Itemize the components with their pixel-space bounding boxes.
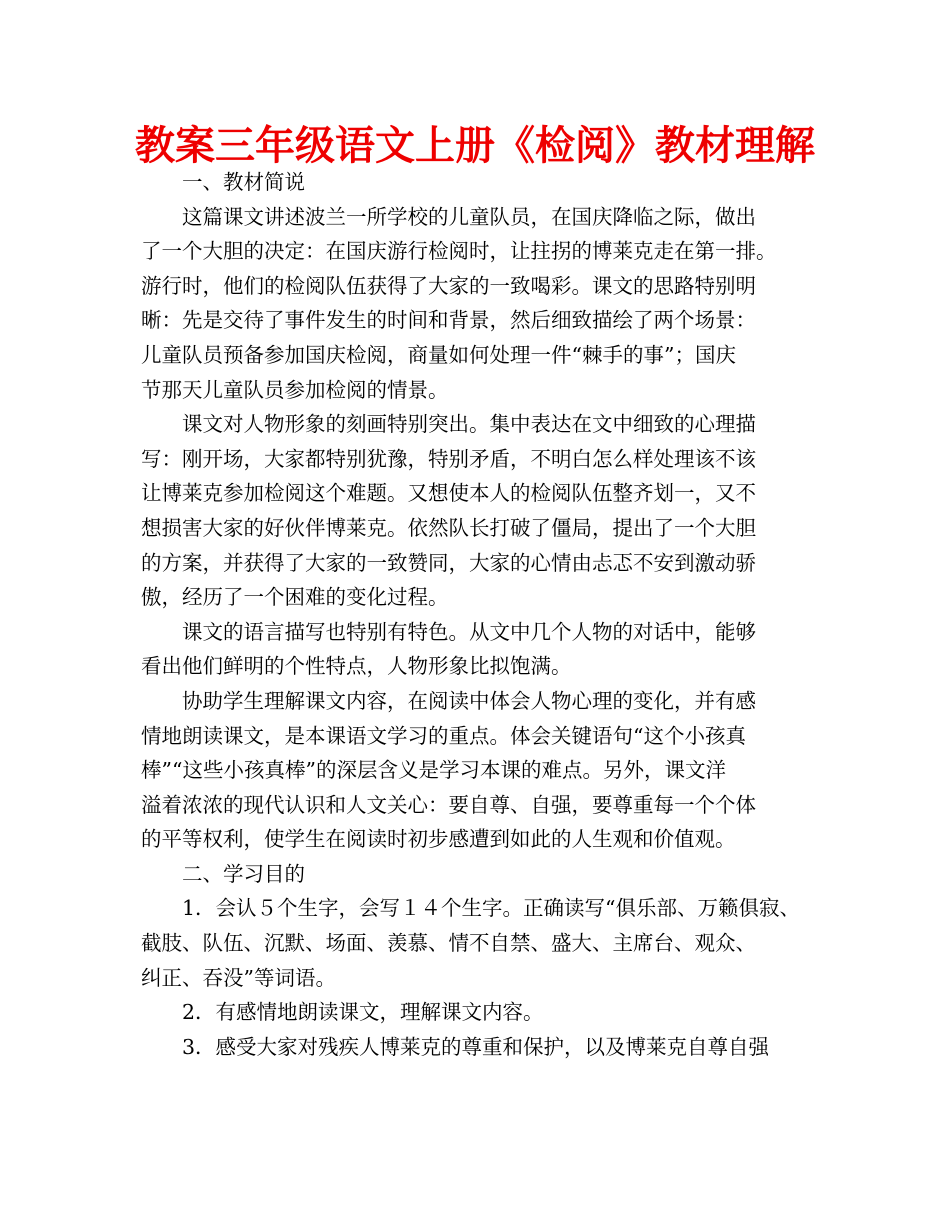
text-line: 这篇课文讲述波兰一所学校的儿童队员，在国庆降临之际，做出: [182, 204, 756, 229]
text-line: 课文的语言描写也特别有特色。从文中几个人物的对话中，能够: [182, 619, 756, 644]
text-line: 让博莱克参加检阅这个难题。又想使本人的检阅队伍整齐划一，又不: [141, 481, 756, 506]
text-line: 游行时，他们的检阅队伍获得了大家的一致喝彩。课文的思路特别明: [141, 273, 756, 298]
document-body: [141, 165, 821, 1064]
text-line: 节那天儿童队员参加检阅的情景。: [141, 377, 449, 402]
document-title: 教案三年级语文上册《检阅》教材理解: [135, 123, 815, 169]
text-line: 棒”“这些小孩真棒”的深层含义是学习本课的难点。另外，课文洋: [141, 758, 726, 783]
text-line: 一、教材简说: [182, 170, 305, 194]
text-line: 纠正、吞没”等词语。: [141, 965, 336, 990]
text-line: 的平等权利，使学生在阅读时初步感遭到如此的人生观和价值观。: [141, 827, 736, 852]
text-line: 情地朗读课文，是本课语文学习的重点。体会关键语句“这个小孩真: [141, 723, 746, 748]
text-line: 2．有感情地朗读课文，理解课文内容。: [182, 1000, 544, 1025]
text-line: 的方案，并获得了大家的一致赞同，大家的心情由忐忑不安到激动骄: [141, 550, 756, 575]
text-line: 3．感受大家对残疾人博莱克的尊重和保护，以及博莱克自尊自强: [182, 1034, 770, 1059]
text-line: 溢着浓浓的现代认识和人文关心：要自尊、自强，要尊重每一个个体: [141, 792, 756, 817]
text-line: 想损害大家的好伙伴博莱克。依然队长打破了僵局，提出了一个大胆: [141, 515, 756, 540]
text-line: 傲，经历了一个困难的变化过程。: [141, 585, 449, 610]
text-line: 二、学习目的: [182, 861, 305, 886]
text-line: 协助学生理解课文内容，在阅读中体会人物心理的变化，并有感: [182, 688, 756, 713]
text-line: 儿童队员预备参加国庆检阅，商量如何处理一件“棘手的事”；国庆: [141, 342, 736, 367]
text-line: 截肢、队伍、沉默、场面、羡慕、情不自禁、盛大、主席台、观众、: [141, 931, 756, 956]
text-line: 课文对人物形象的刻画特别突出。集中表达在文中细致的心理描: [182, 412, 756, 437]
text-line: 了一个大胆的决定：在国庆游行检阅时，让拄拐的博莱克走在第一排。: [141, 239, 777, 264]
text-line: 1．会认５个生字，会写１４个生字。正确读写“俱乐部、万籁俱寂、: [182, 896, 801, 921]
text-line: 写：刚开场，大家都特别犹豫，特别矛盾，不明白怎么样处理该不该: [141, 446, 756, 471]
text-line: 晰：先是交待了事件发生的时间和背景，然后细致描绘了两个场景：: [141, 308, 756, 333]
text-line: 看出他们鲜明的个性特点，人物形象比拟饱满。: [141, 654, 572, 679]
